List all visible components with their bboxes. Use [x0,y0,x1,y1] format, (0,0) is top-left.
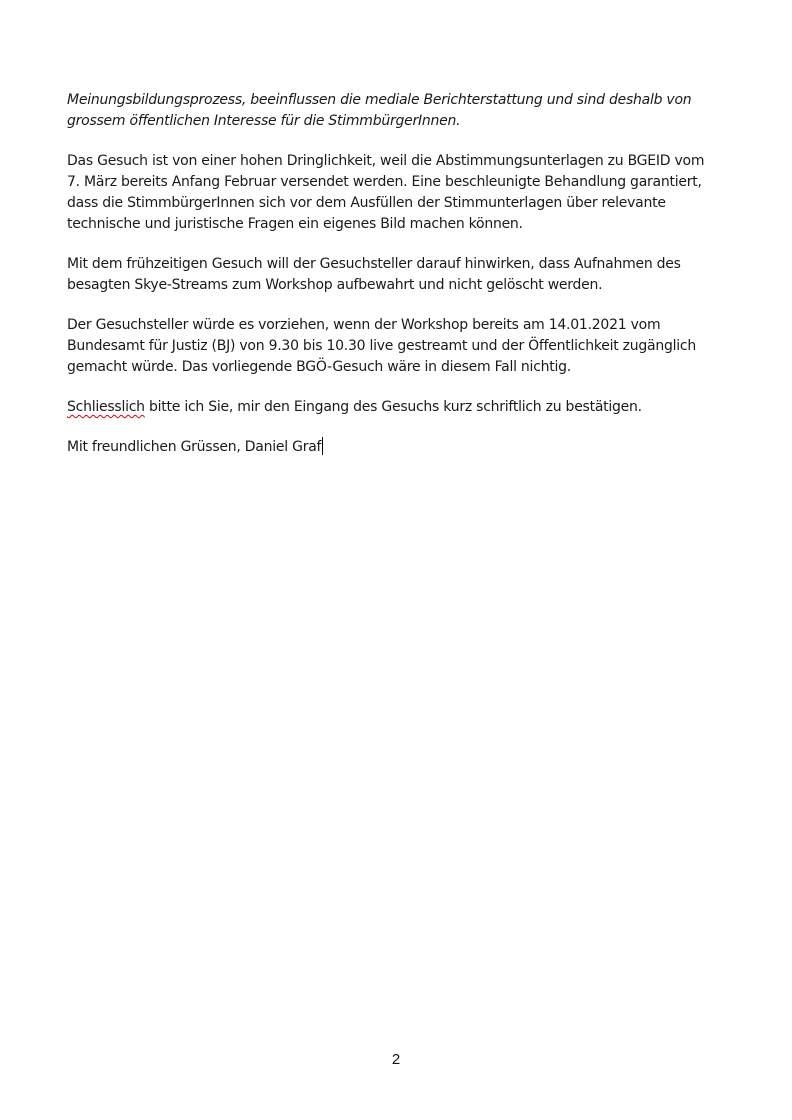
paragraph-opinion-formation[interactable] [67,90,727,132]
paragraph-confirmation-request[interactable] [67,397,727,418]
text-line: grossem öffentlichen Interesse für die StimmbürgerInnen. [67,113,461,129]
text-cursor [322,437,323,455]
spellcheck-flagged-word[interactable]: Schliesslich [67,399,145,415]
text-line: dass die StimmbürgerInnen sich vor dem Ausfüllen der Stimmunterlagen über relevante [67,195,666,211]
text-line: besagten Skye-Streams zum Workshop aufbewahrt und nicht gelöscht werden. [67,277,603,293]
text-line: Der Gesuchsteller würde es vorziehen, wenn der Workshop bereits am 14.01.2021 vom [67,317,661,333]
text-line: gemacht würde. Das vorliegende BGÖ-Gesuch wäre in diesem Fall nichtig. [67,359,571,375]
paragraph-urgency[interactable] [67,151,727,235]
text-segment: bitte ich Sie, mir den Eingang des Gesuchs kurz schriftlich zu bestätigen. [144,399,642,415]
text-line: Mit dem frühzeitigen Gesuch will der Gesuchsteller darauf hinwirken, dass Aufnahmen des [67,256,681,272]
closing-text: Mit freundlichen Grüssen, Daniel Graf [67,439,322,455]
text-line: Bundesamt für Justiz (BJ) von 9.30 bis 10.30 live gestreamt und der Öffentlichkeit zugänglich [67,338,696,354]
closing-signature[interactable] [67,437,727,458]
text-line [67,397,727,418]
paragraph-live-stream[interactable] [67,315,727,378]
text-line: technische und juristische Fragen ein eigenes Bild machen können. [67,216,523,232]
page-number: 2 [391,1051,401,1068]
document-body[interactable] [67,90,727,477]
text-line: Das Gesuch ist von einer hohen Dringlichkeit, weil die Abstimmungsunterlagen zu BGEID vom [67,153,705,169]
text-line [67,437,727,458]
paragraph-recordings[interactable] [67,254,727,296]
text-line: Meinungsbildungsprozess, beeinflussen die mediale Berichterstattung und sind deshalb von [67,92,692,108]
text-line: 7. März bereits Anfang Februar versendet werden. Eine beschleunigte Behandlung garantiert, [67,174,702,190]
